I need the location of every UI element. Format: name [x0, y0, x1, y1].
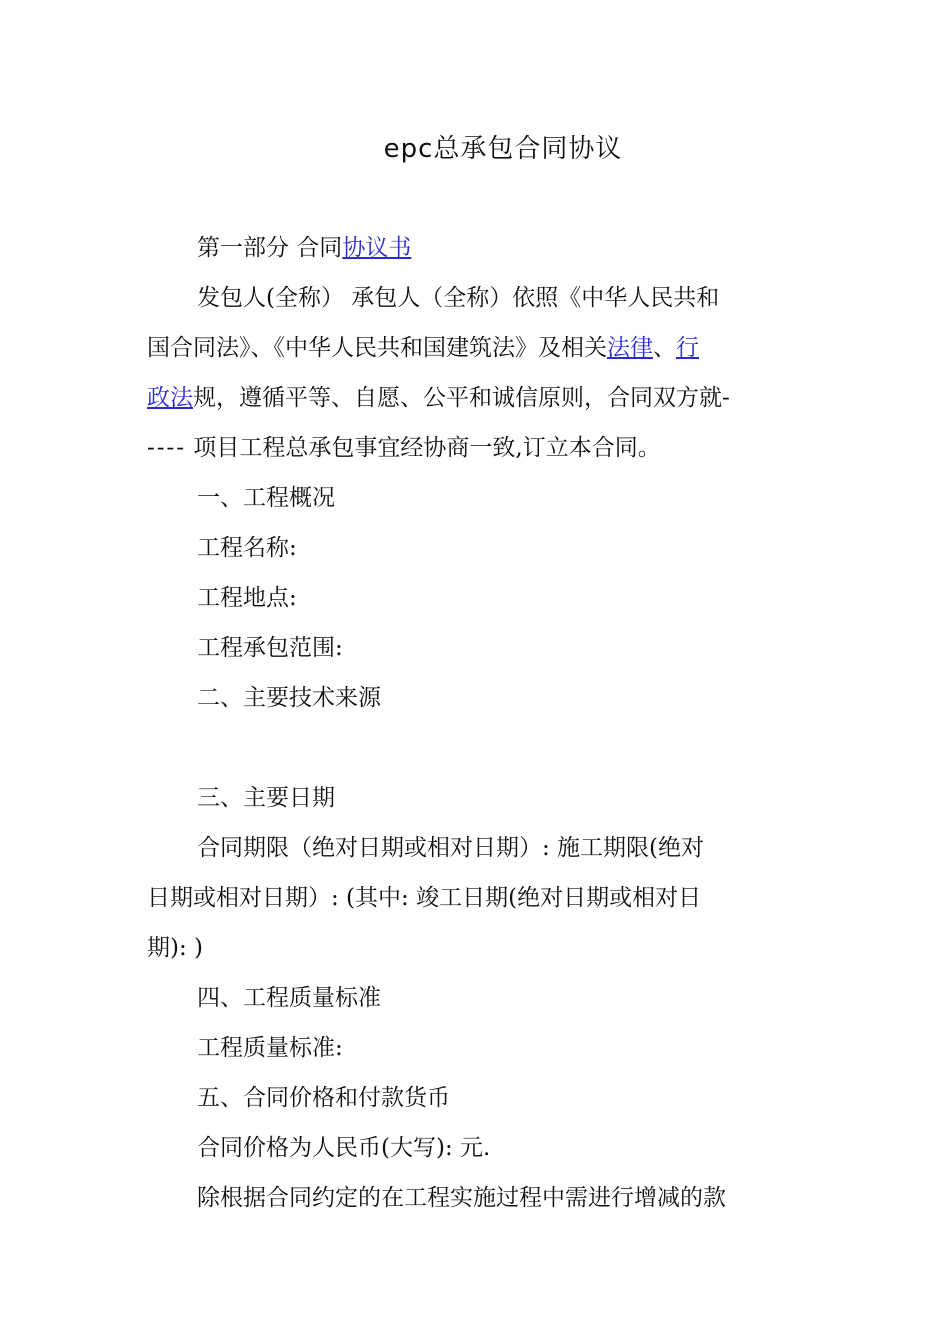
document-title: epc总承包合同协议	[383, 134, 623, 164]
section-3-heading: 三、主要日期	[197, 785, 335, 811]
project-location-field: 工程地点:	[197, 585, 297, 611]
project-name-field: 工程名称:	[197, 535, 297, 561]
intro-line-2-sep: 、	[653, 335, 676, 361]
intro-line-2-text: 国合同法》、《中华人民共和国建筑法》及相关	[147, 335, 607, 361]
law-link[interactable]: 法律	[607, 335, 653, 361]
intro-line-3	[147, 383, 807, 413]
contract-price-field: 合同价格为人民币(大写): 元.	[197, 1135, 491, 1161]
part-heading	[197, 233, 857, 263]
section-1-heading: 一、工程概况	[197, 485, 335, 511]
dates-line-2: 日期或相对日期）: (其中: 竣工日期(绝对日期或相对日	[147, 885, 702, 911]
dates-line-1: 合同期限（绝对日期或相对日期）: 施工期限(绝对	[197, 835, 705, 861]
agreement-link[interactable]: 协议书	[342, 235, 412, 261]
price-note-line: 除根据合同约定的在工程实施过程中需进行增减的款	[197, 1185, 726, 1211]
blank-dash: -	[722, 385, 732, 411]
section-5-heading: 五、合同价格和付款货币	[197, 1085, 450, 1111]
quality-standard-field: 工程质量标准:	[197, 1035, 343, 1061]
part-heading-text: 第一部分 合同	[197, 235, 343, 261]
administrative-link-part1[interactable]: 行	[676, 335, 699, 361]
intro-line-2	[147, 333, 807, 363]
intro-line-3-text: 规，遵循平等、自愿、公平和诚信原则，合同双方就	[193, 385, 722, 411]
intro-line-4	[147, 433, 807, 463]
blank-dashes: ----	[147, 435, 187, 461]
project-scope-field: 工程承包范围:	[197, 635, 343, 661]
intro-line-4-text: 项目工程总承包事宜经协商一致,订立本合同。	[186, 435, 661, 461]
dates-line-3: 期): )	[147, 935, 204, 961]
administrative-link-part2[interactable]: 政法	[147, 385, 193, 411]
section-2-heading: 二、主要技术来源	[197, 685, 381, 711]
section-4-heading: 四、工程质量标准	[197, 985, 381, 1011]
intro-line-1: 发包人(全称） 承包人（全称）依照《中华人民共和	[197, 285, 720, 311]
